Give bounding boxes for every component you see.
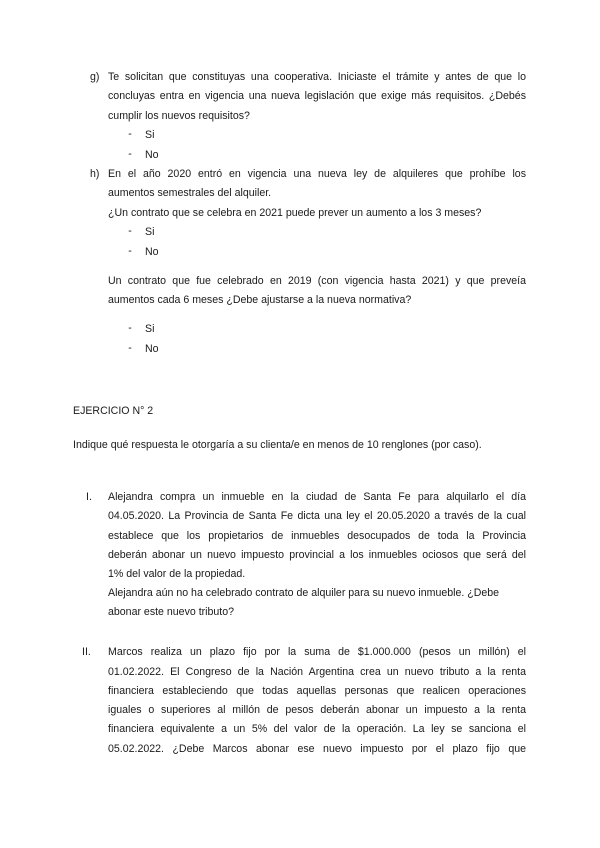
case-one-marker: I.: [86, 491, 92, 503]
bullet-dash: -: [128, 225, 132, 237]
option-no: No: [145, 149, 159, 161]
item-h-marker: h): [90, 168, 100, 180]
case-one-line-1: Alejandra compra un inmueble en la ciudad de Santa Fe para alquilarlo el día: [108, 491, 526, 503]
exercise-heading: EJERCICIO N° 2: [73, 405, 154, 417]
case-one-line-4: deberán abonar un nuevo impuesto provincial a los inmuebles ociosos que será del: [108, 549, 526, 561]
item-g-line-1: Te solicitan que constituyas una cooperativa. Iniciaste el trámite y antes de que lo: [108, 71, 526, 83]
bullet-dash: -: [128, 128, 132, 140]
case-one-line-7: abonar este nuevo tributo?: [108, 606, 235, 618]
bullet-dash: -: [128, 322, 132, 334]
case-one-line-3: establece que los propietarios de inmuebles desocupados de toda la Provincia: [108, 530, 526, 542]
option-si: Si: [145, 323, 155, 335]
item-h-line-1: En el año 2020 entró en vigencia una nueva ley de alquileres que prohíbe los: [108, 168, 526, 180]
item-g-line-3: cumplir los nuevos requisitos?: [108, 110, 250, 122]
case-two-line-1: Marcos realiza un plazo fijo por la suma de $1.000.000 (pesos un millón) el: [108, 646, 526, 658]
case-one-line-5: 1% del valor de la propiedad.: [108, 568, 246, 580]
case-two-line-5: financiera equivalente a un 5% del valor de la operación. La ley se sanciona el: [108, 723, 526, 735]
option-si: Si: [145, 226, 155, 238]
bullet-dash: -: [128, 148, 132, 160]
case-two-line-3: financiera estableciendo que todas aquellas personas que realicen operaciones: [108, 685, 526, 697]
case-one-line-6: Alejandra aún no ha celebrado contrato de alquiler para su nuevo inmueble. ¿Debe: [108, 587, 500, 599]
bullet-dash: -: [128, 342, 132, 354]
item-h-line-2: aumentos semestrales del alquiler.: [108, 187, 272, 199]
bullet-dash: -: [128, 245, 132, 257]
case-two-line-4: iguales o superiores al millón de pesos deberán abonar un impuesto a la renta: [108, 704, 526, 716]
case-two-line-6: 05.02.2022. ¿Debe Marcos abonar ese nuevo impuesto por el plazo fijo que: [108, 743, 526, 755]
item-h-question-2-line-1: Un contrato que fue celebrado en 2019 (con vigencia hasta 2021) y que preveía: [108, 275, 526, 287]
option-no: No: [145, 246, 159, 258]
case-one-line-2: 04.05.2020. La Provincia de Santa Fe dicta una ley el 20.05.2020 a través de la cual: [108, 510, 526, 522]
item-g-marker: g): [90, 71, 100, 83]
option-si: Si: [145, 129, 155, 141]
item-h-question-2-line-2: aumentos cada 6 meses ¿Debe ajustarse a la nueva normativa?: [108, 294, 412, 306]
item-h-question-1: ¿Un contrato que se celebra en 2021 puede prever un aumento a los 3 meses?: [108, 207, 482, 219]
exercise-instruction: Indique qué respuesta le otorgaría a su clienta/e en menos de 10 renglones (por caso).: [73, 439, 482, 451]
item-g-line-2: concluyas entra en vigencia una nueva legislación que exige más requisitos. ¿Debés: [108, 90, 526, 102]
case-two-marker: II.: [82, 646, 91, 658]
option-no: No: [145, 343, 159, 355]
case-two-line-2: 01.02.2022. El Congreso de la Nación Argentina crea un nuevo tributo a la renta: [108, 666, 526, 678]
